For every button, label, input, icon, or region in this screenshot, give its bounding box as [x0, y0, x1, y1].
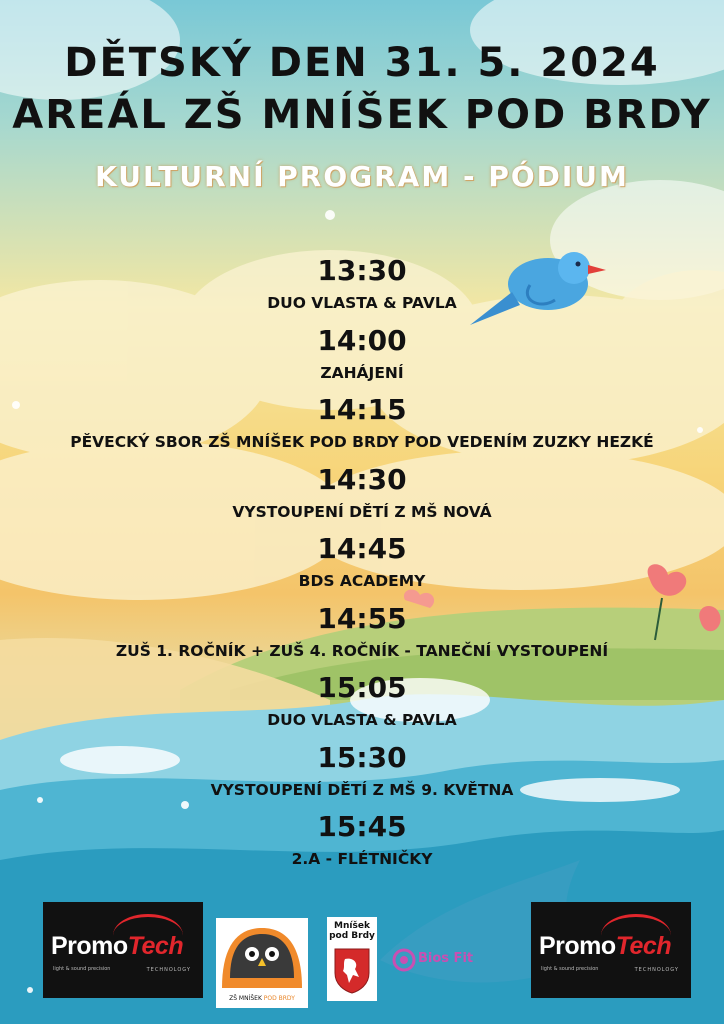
promotech-tagline: light & sound precision	[53, 966, 111, 972]
promo-text: Promo	[51, 932, 128, 960]
program-subtitle: KULTURNÍ PROGRAM - PÓDIUM	[95, 160, 629, 193]
program-act: DUO VLASTA & PAVLA	[267, 294, 457, 312]
program-time: 15:05	[317, 671, 407, 704]
program-act: ZUŠ 1. ROČNÍK + ZUŠ 4. ROČNÍK - TANEČNÍ VYSTOUPENÍ	[115, 641, 609, 660]
town-logo	[327, 917, 377, 1001]
program-list	[0, 253, 724, 879]
program-act: PĚVECKÝ SBOR ZŠ MNÍŠEK POD BRDY POD VEDENÍM ZUZKY HEZKÉ	[70, 433, 654, 451]
program-entry	[0, 531, 724, 601]
promotech-logo-right	[531, 902, 691, 998]
school-caption-a: ZŠ MNÍŠEK	[229, 995, 264, 1002]
program-time: 15:30	[317, 740, 407, 774]
town-line2: pod Brdy	[329, 931, 375, 941]
program-entry	[0, 462, 724, 532]
program-entry	[0, 809, 724, 879]
program-act: DUO VLASTA & PAVLA	[267, 711, 457, 729]
biosfit-logo	[392, 945, 512, 975]
biosfit-text: Bios Fit	[418, 951, 474, 966]
town-line1: Mníšek	[334, 921, 370, 931]
program-entry	[0, 670, 724, 740]
school-caption-b: POD BRDY	[263, 995, 295, 1002]
event-title: DĚTSKÝ DEN 31. 5. 2024	[64, 40, 660, 86]
promo-text: Promo	[539, 932, 616, 960]
program-entry	[0, 323, 724, 393]
program-entry	[0, 392, 724, 462]
program-entry	[0, 253, 724, 323]
promotech-logo-left	[43, 902, 203, 998]
event-venue: AREÁL ZŠ MNÍŠEK POD BRDY	[12, 92, 712, 138]
program-act: ZAHÁJENÍ	[320, 363, 404, 382]
program-time: 14:15	[317, 393, 407, 426]
biosfit-icon	[392, 948, 416, 972]
program-entry	[0, 601, 724, 671]
program-act: 2.A - FLÉTNIČKY	[291, 850, 433, 868]
program-time: 14:45	[317, 532, 407, 565]
program-time: 14:30	[317, 462, 407, 496]
program-time: 14:00	[317, 323, 407, 357]
coat-of-arms-icon	[333, 947, 371, 995]
program-time: 13:30	[317, 254, 407, 287]
program-act: BDS ACADEMY	[298, 572, 426, 590]
program-act: VYSTOUPENÍ DĚTÍ Z MŠ 9. KVĚTNA	[210, 780, 514, 799]
tech-text: Tech	[127, 932, 184, 960]
program-act: VYSTOUPENÍ DĚTÍ Z MŠ NOVÁ	[232, 502, 492, 521]
promotech-technology: TECHNOLOGY	[146, 967, 191, 973]
school-logo	[216, 918, 308, 1008]
owl-icon	[216, 918, 308, 994]
promotech-technology: TECHNOLOGY	[634, 967, 679, 973]
promotech-tagline: light & sound precision	[541, 966, 599, 972]
program-time: 14:55	[317, 601, 407, 635]
tech-text: Tech	[615, 932, 672, 960]
program-time: 15:45	[317, 810, 407, 843]
program-entry	[0, 740, 724, 810]
